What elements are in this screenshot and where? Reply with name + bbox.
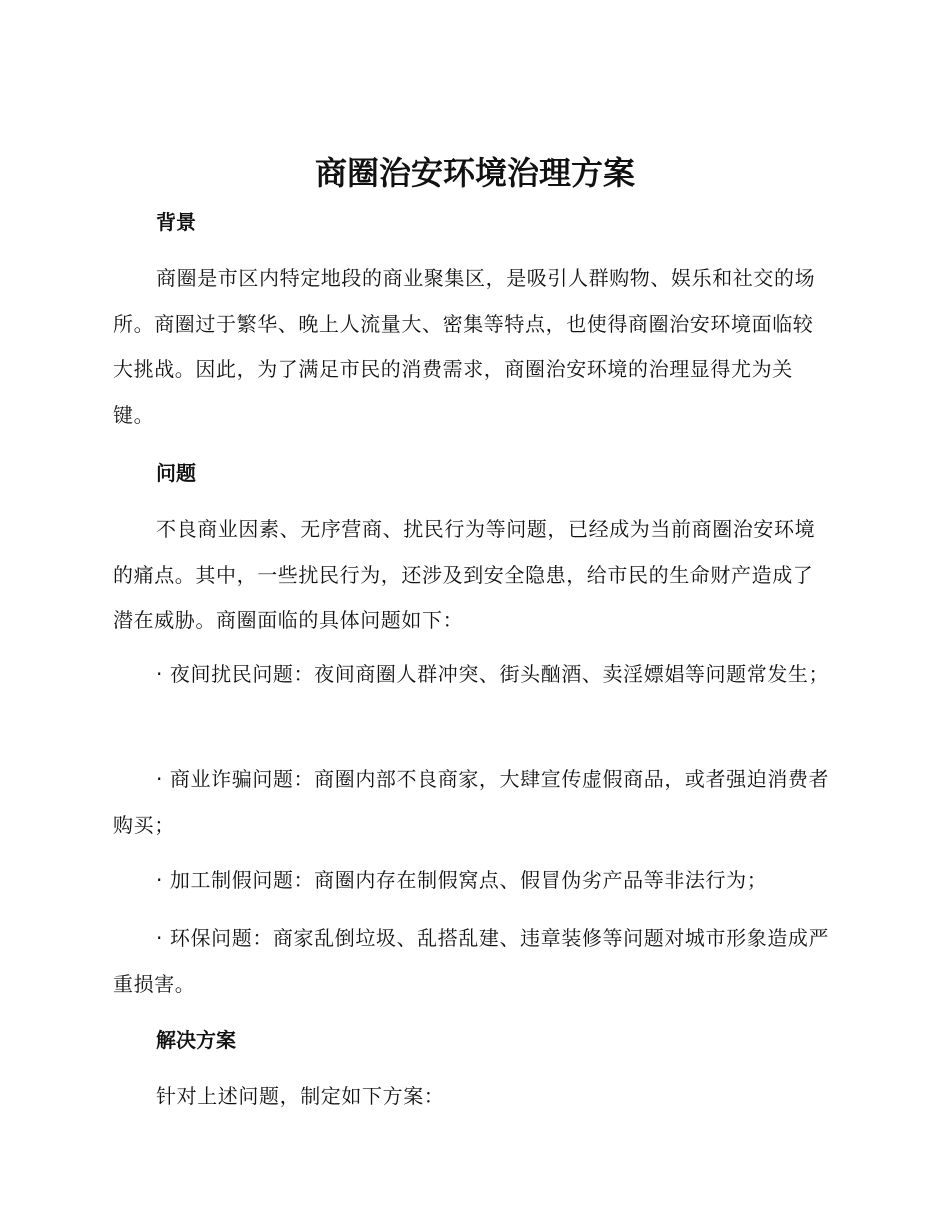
- section-heading-background: 背景: [156, 210, 196, 234]
- list-item-commercial-fraud: · 商业诈骗问题：商圈内部不良商家，大肆宣传虚假商品，或者强迫消费者购买；: [113, 767, 830, 837]
- paragraph-problems: 不良商业因素、无序营商、扰民行为等问题，已经成为当前商圈治安环境的痛点。其中，一些扰民行为，还涉及到安全隐患，给市民的生命财产造成了潜在威胁。商圈面临的具体问题如下：: [113, 517, 816, 632]
- section-heading-problems: 问题: [156, 461, 196, 485]
- paragraph-solutions: 针对上述问题，制定如下方案：: [156, 1084, 445, 1108]
- list-item-environmental: · 环保问题：商家乱倒垃圾、乱搭乱建、违章装修等问题对城市形象造成严重损害。: [113, 926, 830, 996]
- list-item-night-disturbance: · 夜间扰民问题：夜间商圈人群冲突、街头酗酒、卖淫嫖娼等问题常发生；: [156, 662, 830, 686]
- section-heading-solutions: 解决方案: [156, 1028, 236, 1052]
- document-title: 商圈治安环境治理方案: [314, 154, 635, 192]
- paragraph-background: 商圈是市区内特定地段的商业聚集区，是吸引人群购物、娱乐和社交的场所。商圈过于繁华、晚上人流量大、密集等特点，也使得商圈治安环境面临较大挑战。因此，为了满足市民的消费需求，商圈治安环境的治理显得尤为关键。: [113, 266, 816, 427]
- list-item-counterfeit: · 加工制假问题：商圈内存在制假窝点、假冒伪劣产品等非法行为；: [156, 868, 768, 892]
